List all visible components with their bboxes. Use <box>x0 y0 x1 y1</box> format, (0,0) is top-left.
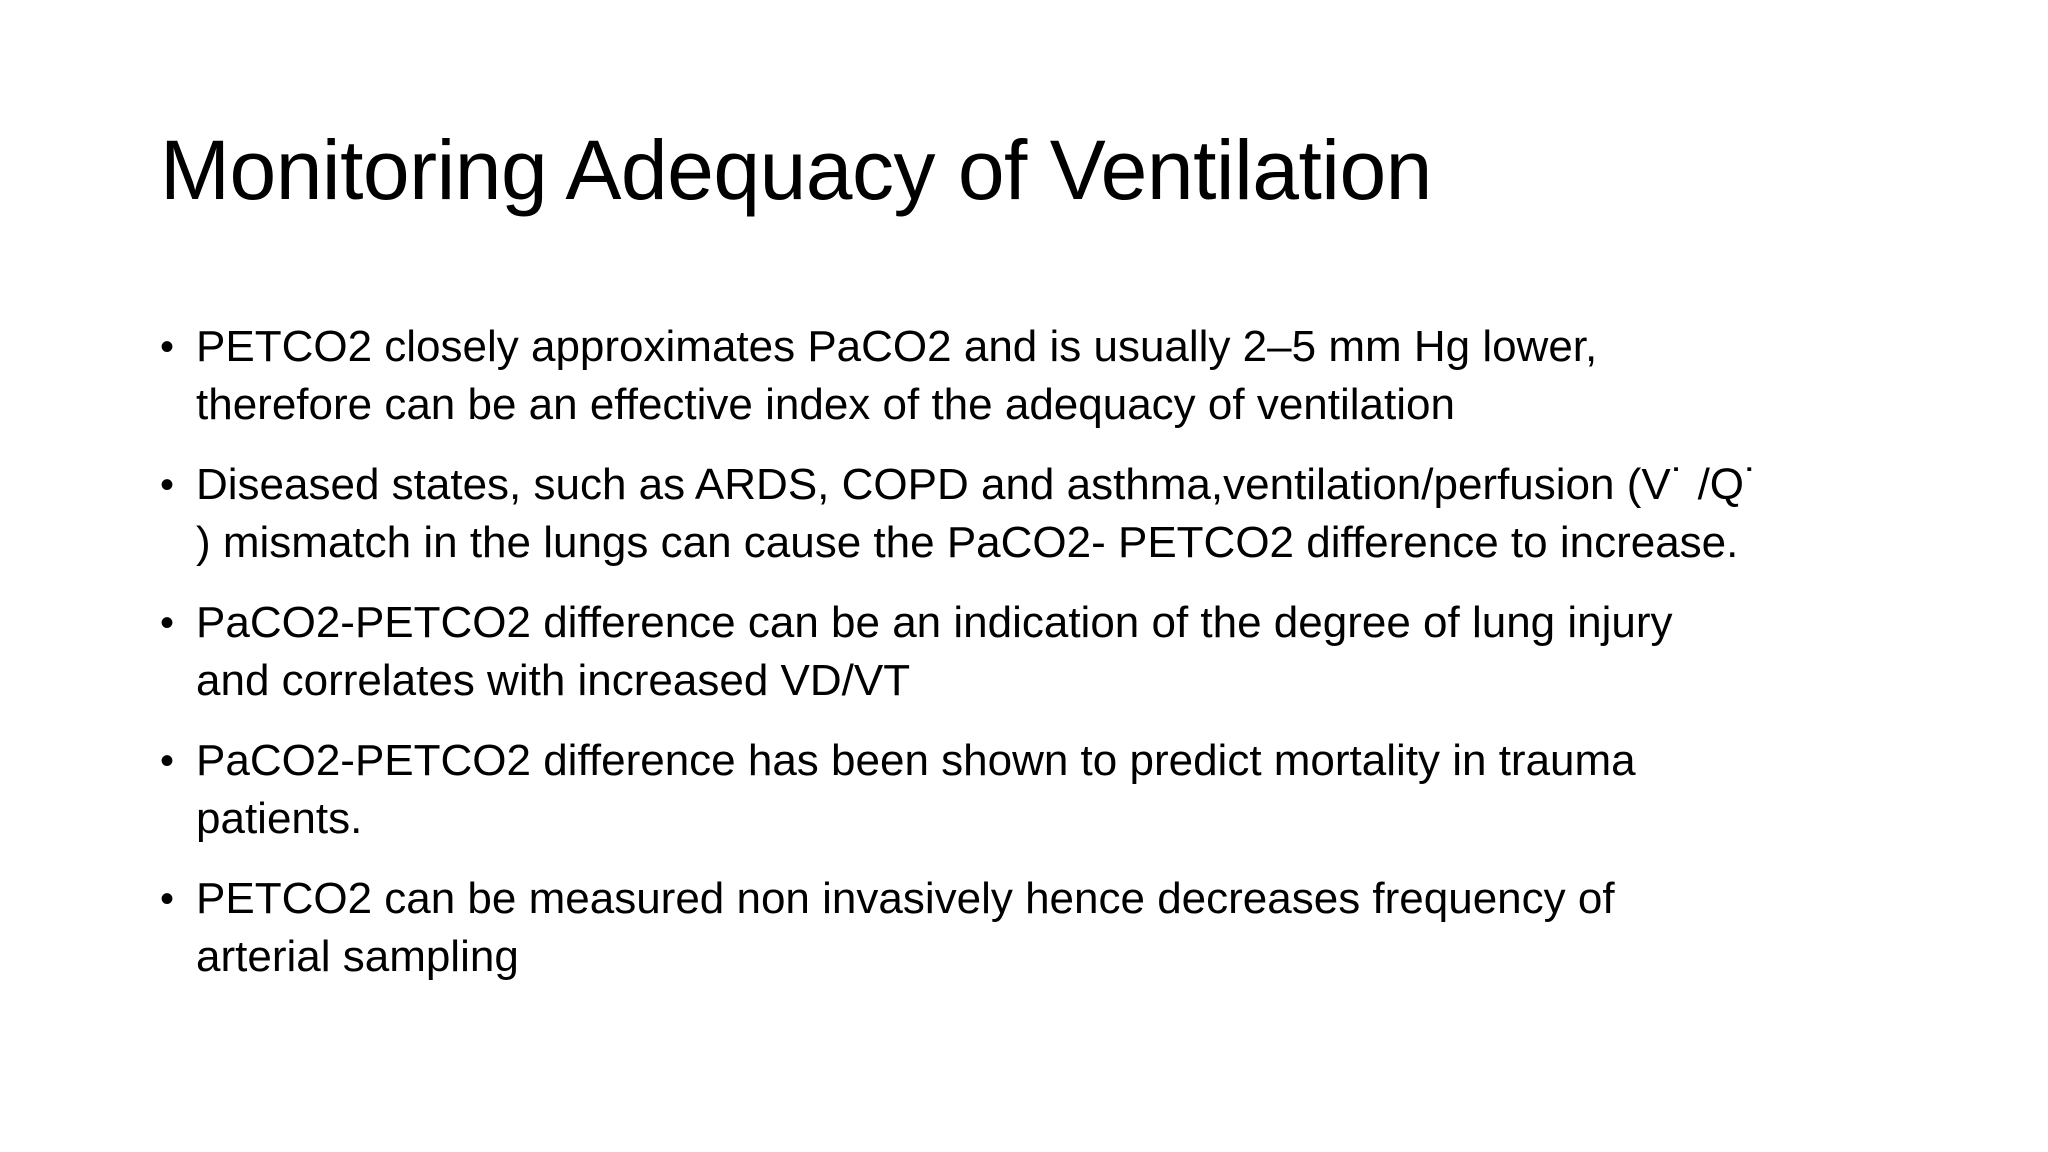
bullet-line: ) mismatch in the lungs can cause the PaCO2- PETCO2 difference to increase. <box>196 518 1739 567</box>
bullet-text <box>196 732 1920 848</box>
bullet-text <box>196 594 1920 710</box>
bullet-line: PaCO2-PETCO2 difference has been shown to predict mortality in trauma <box>196 736 1636 785</box>
bullet-text <box>196 870 1920 986</box>
bullet-line: PaCO2-PETCO2 difference can be an indication of the degree of lung injury <box>196 598 1673 647</box>
bullet-item <box>160 318 1920 434</box>
slide-title: Monitoring Adequacy of Ventilation <box>160 123 1432 217</box>
bullet-dot-icon: • <box>160 601 175 645</box>
bullet-line: arterial sampling <box>196 932 519 981</box>
bullet-item <box>160 870 1920 986</box>
bullet-line: PETCO2 closely approximates PaCO2 and is usually 2–5 mm Hg lower, <box>196 322 1598 371</box>
bullet-dot-icon: • <box>160 325 175 369</box>
bullet-line: patients. <box>196 794 363 843</box>
bullet-text <box>196 318 1920 434</box>
bullet-list <box>160 318 1920 1008</box>
bullet-line: therefore can be an effective index of the adequacy of ventilation <box>196 380 1455 429</box>
bullet-line: Diseased states, such as ARDS, COPD and asthma,ventilation/perfusion (V˙ /Q˙ <box>196 460 1759 509</box>
bullet-item <box>160 594 1920 710</box>
bullet-item <box>160 732 1920 848</box>
bullet-dot-icon: • <box>160 463 175 507</box>
bullet-line: and correlates with increased VD/VT <box>196 656 911 705</box>
bullet-dot-icon: • <box>160 877 175 921</box>
bullet-dot-icon: • <box>160 739 175 783</box>
bullet-item <box>160 456 1920 572</box>
bullet-text <box>196 456 1920 572</box>
bullet-line: PETCO2 can be measured non invasively hence decreases frequency of <box>196 874 1615 923</box>
